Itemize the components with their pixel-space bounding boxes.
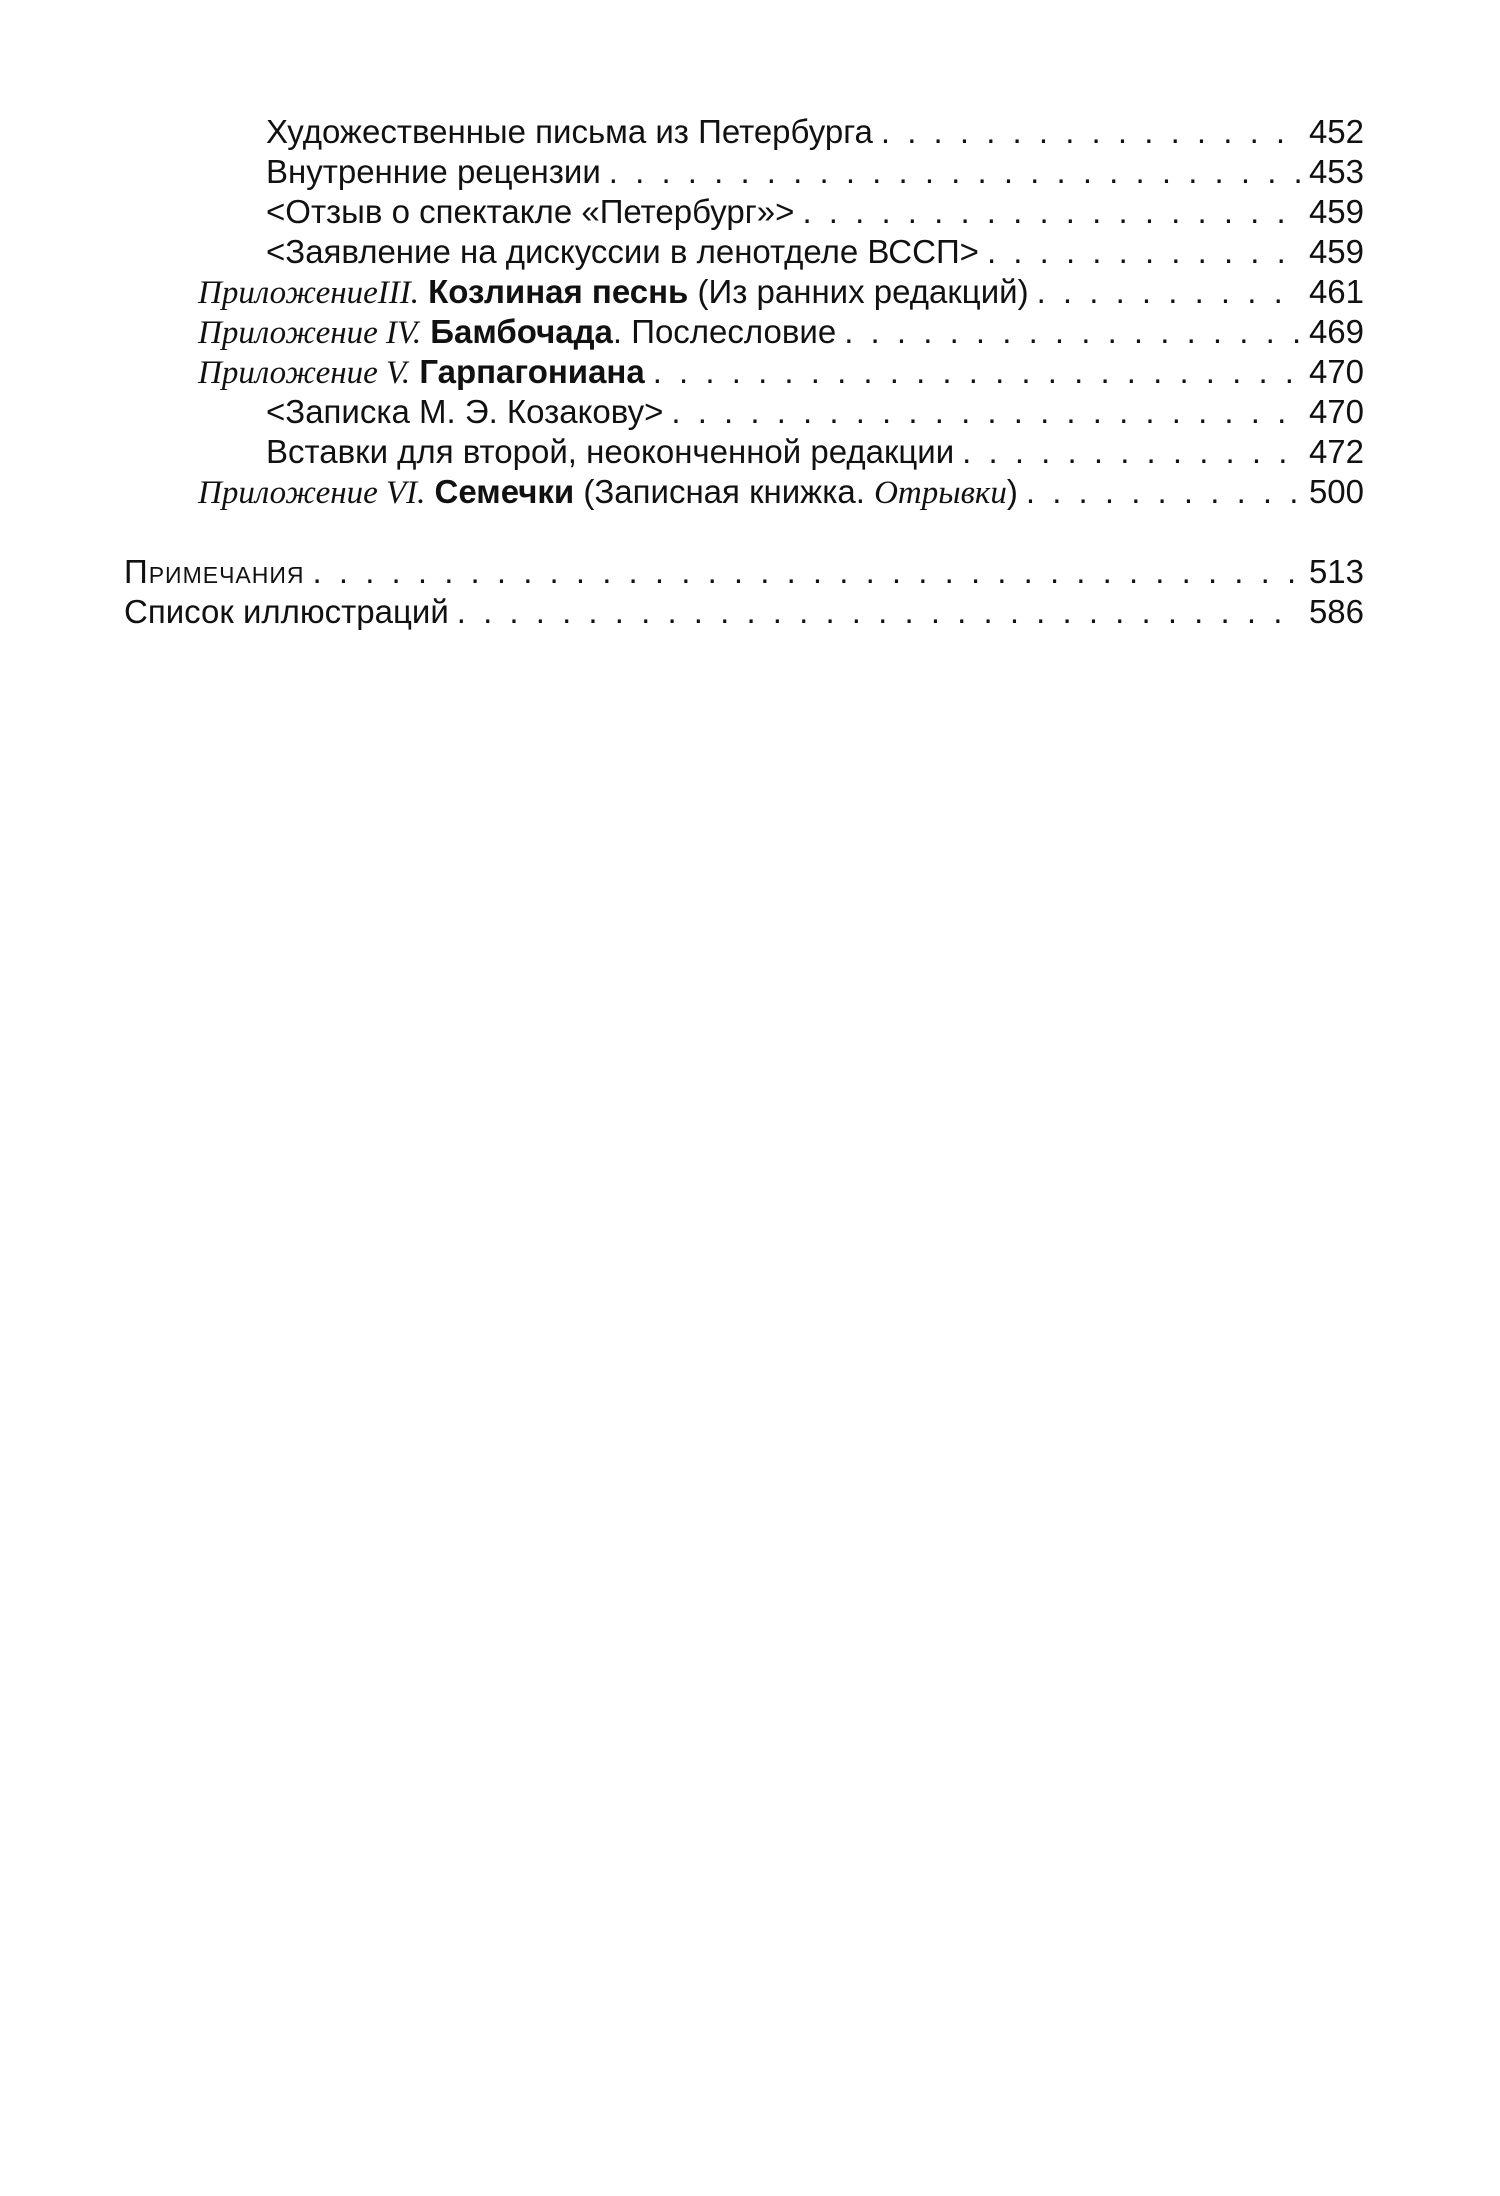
toc-entry xyxy=(266,432,1364,472)
dot-leader xyxy=(802,192,1300,232)
toc-entry-title: <Записка М. Э. Козакову> xyxy=(266,393,664,430)
toc-entry-notes xyxy=(124,552,1364,592)
toc-entry xyxy=(266,152,1364,192)
toc-entry-illustrations xyxy=(124,592,1364,632)
toc-entry-title: Художественные письма из Петербурга xyxy=(266,113,873,150)
dot-leader xyxy=(609,152,1300,192)
work-title: Бамбочада xyxy=(430,313,613,350)
dot-leader xyxy=(962,432,1300,472)
dot-leader xyxy=(1037,272,1300,312)
toc-entry-title: <Отзыв о спектакле «Петербург»> xyxy=(266,193,795,230)
work-title: Козлиная песнь xyxy=(428,273,689,310)
appendix-label: Приложение V. xyxy=(198,355,411,391)
work-title: Гарпагониана xyxy=(419,353,645,390)
dot-leader xyxy=(881,112,1300,152)
entry-note: (Записная книжка. xyxy=(574,473,875,510)
toc-entry-page: 461 xyxy=(1308,273,1364,310)
appendix-label: ПриложениеIII. xyxy=(198,275,419,311)
dot-leader xyxy=(671,392,1300,432)
toc-entry-page: 472 xyxy=(1308,433,1364,470)
toc-entry-title xyxy=(198,312,836,353)
toc-entry-page: 452 xyxy=(1308,113,1364,150)
toc-entry-page: 586 xyxy=(1308,593,1364,630)
toc-entry-page: 513 xyxy=(1308,553,1364,590)
appendix-label: Приложение IV. xyxy=(198,315,422,351)
entry-note-close: ) xyxy=(1006,473,1018,510)
toc-entry-page: 469 xyxy=(1308,313,1364,350)
toc-entry-title xyxy=(198,272,1029,313)
toc-entry xyxy=(266,392,1364,432)
entry-note: . Послесловие xyxy=(612,313,837,350)
toc-entry-page: 459 xyxy=(1308,193,1364,230)
dot-leader xyxy=(844,312,1300,352)
dot-leader xyxy=(313,552,1300,592)
appendix-label: Приложение VI. xyxy=(198,475,426,511)
toc-entry-page: 470 xyxy=(1308,353,1364,390)
toc-entry-title: Список иллюстраций xyxy=(124,593,449,630)
toc-entry xyxy=(266,192,1364,232)
toc-entry-title: Примечания xyxy=(124,553,305,590)
entry-note: (Из ранних редакций) xyxy=(688,273,1029,310)
dot-leader xyxy=(653,352,1300,392)
toc-entry-page: 500 xyxy=(1308,473,1364,510)
toc-entry-title: <Заявление на дискуссии в ленотделе ВССП> xyxy=(266,233,979,270)
toc-entry-appendix-4 xyxy=(198,312,1364,352)
work-title: Семечки xyxy=(434,473,575,510)
entry-note-italic: Отрывки xyxy=(874,475,1007,511)
toc-entry-appendix-6 xyxy=(198,472,1364,512)
toc-entry-appendix-5 xyxy=(198,352,1364,392)
toc-entry-title: Внутренние рецензии xyxy=(266,153,601,190)
toc-entry-appendix-3 xyxy=(198,272,1364,312)
toc-entry-page: 470 xyxy=(1308,393,1364,430)
toc-entry-title xyxy=(198,472,1018,513)
toc-entry-page: 453 xyxy=(1308,153,1364,190)
toc-entry-title xyxy=(198,352,645,393)
toc-entry-page: 459 xyxy=(1308,233,1364,270)
dot-leader xyxy=(457,592,1300,632)
toc-entry xyxy=(266,232,1364,272)
dot-leader xyxy=(987,232,1300,272)
toc-entry-title: Вставки для второй, неоконченной редакции xyxy=(266,433,955,470)
dot-leader xyxy=(1026,472,1300,512)
toc-entry xyxy=(266,112,1364,152)
